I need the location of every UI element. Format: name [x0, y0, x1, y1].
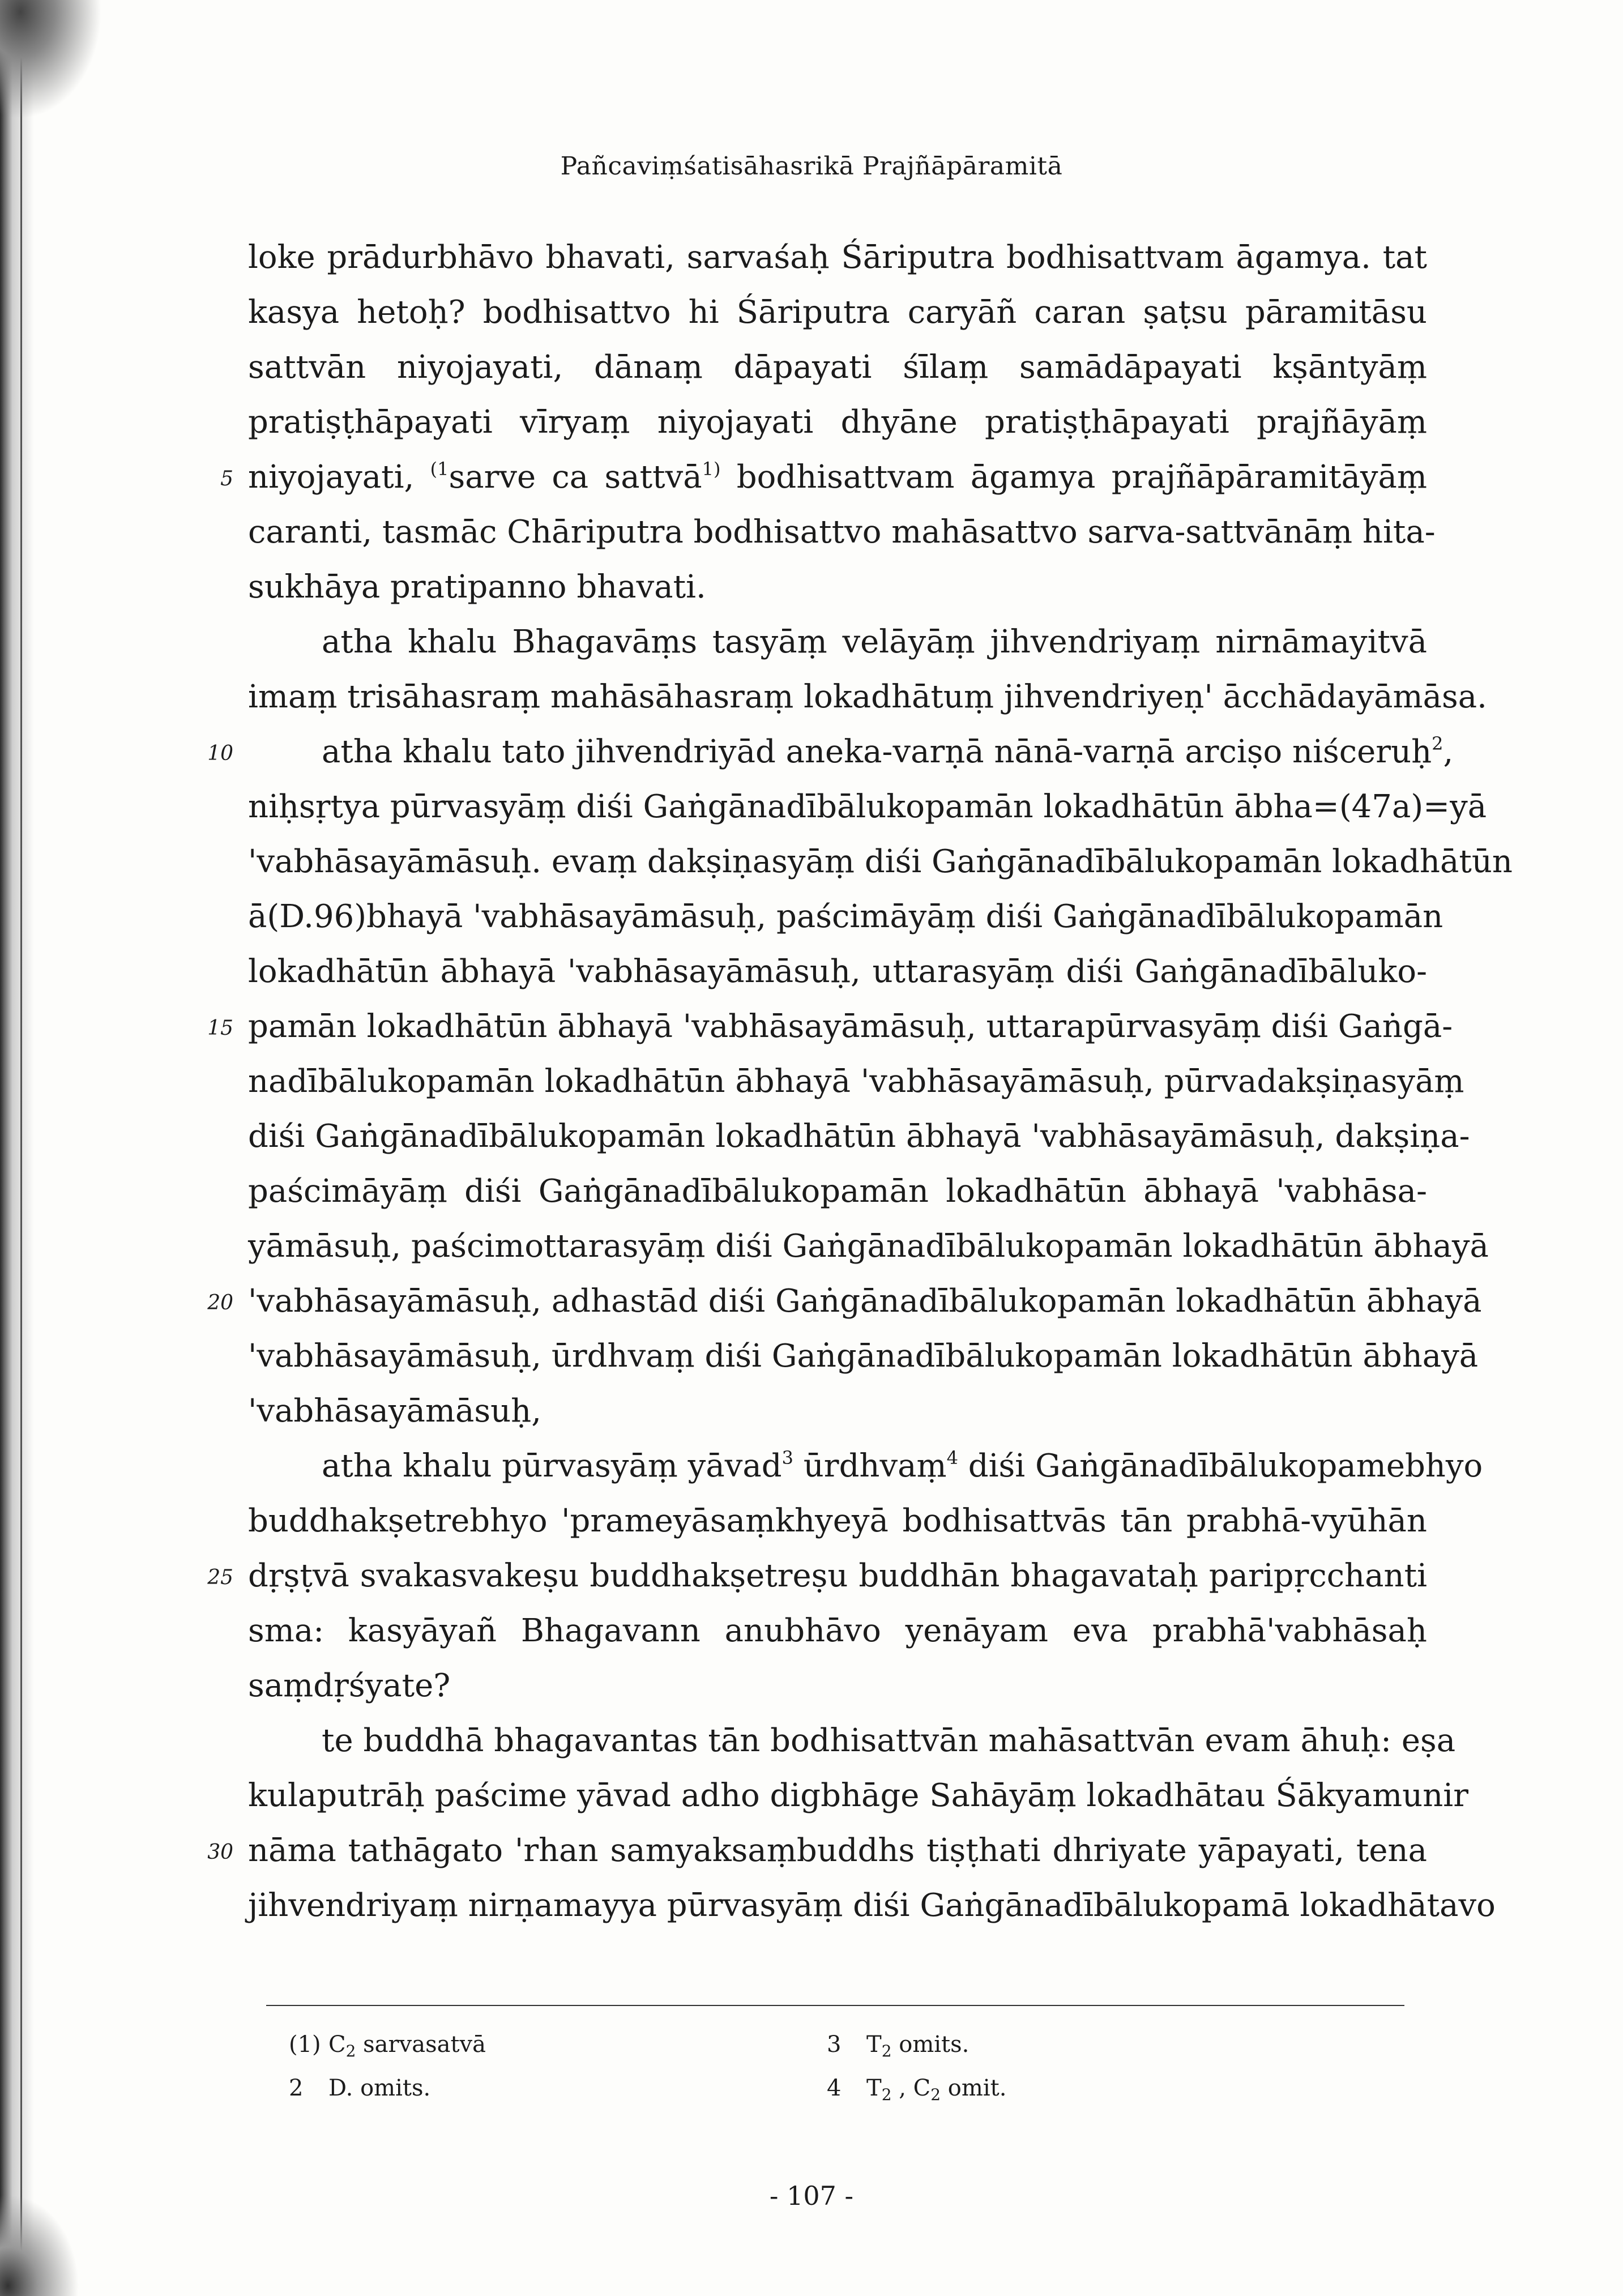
text-line: sattvān niyojayati, dānaṃ dāpayati śīlaṃ samādāpayati kṣāntyāṃ	[248, 349, 1427, 386]
text-line: imaṃ trisāhasraṃ mahāsāhasraṃ lokadhātuṃ jihvendriyeṇ' ācchādayāmāsa.	[248, 678, 1487, 715]
text-line: sukhāya pratipanno bhavati.	[248, 569, 706, 605]
footnote-number: 4	[827, 2075, 842, 2101]
text-line: lokadhātūn ābhayā 'vabhāsayāmāsuḥ, uttarasyāṃ diśi Gaṅgānadībāluko-	[248, 953, 1427, 990]
line-number: 5	[220, 467, 233, 490]
subscript: 2	[881, 2085, 892, 2104]
footnote	[289, 2073, 430, 2103]
footnote-text: sarvasatvā	[356, 2032, 486, 2058]
text-line: 'vabhāsayāmāsuḥ. evaṃ dakṣiṇasyāṃ diśi Gaṅgānadībālukopamān lokadhātūn	[248, 843, 1513, 880]
text-line: paścimāyāṃ diśi Gaṅgānadībālukopamān lokadhātūn ābhayā 'vabhāsa-	[248, 1173, 1427, 1210]
text-line: pratiṣṭhāpayati vīryaṃ niyojayati dhyāne pratiṣṭhāpayati prajñāyāṃ	[248, 404, 1427, 441]
text-line: pamān lokadhātūn ābhayā 'vabhāsayāmāsuḥ, uttarapūrvasyāṃ diśi Gaṅgā-	[248, 1008, 1453, 1045]
text-line: jihvendriyaṃ nirṇamayya pūrvasyāṃ diśi Gaṅgānadībālukopamā lokadhātavo	[248, 1887, 1496, 1924]
text-line: yāmāsuḥ, paścimottarasyāṃ diśi Gaṅgānadībālukopamān lokadhātūn ābhayā	[248, 1228, 1489, 1265]
line-number: 30	[207, 1841, 233, 1864]
text-line: nāma tathāgato 'rhan samyaksaṃbuddhs tiṣṭhati dhriyate yāpayati, tena	[248, 1832, 1427, 1869]
footnote-number: (1)	[289, 2032, 321, 2058]
footnote-text: D. omits.	[328, 2075, 431, 2101]
footnote-text: T	[866, 2032, 882, 2058]
footnote-text: , C	[891, 2075, 931, 2101]
footnote-mark: 2	[1432, 733, 1443, 754]
text-segment: niyojayati,	[248, 459, 430, 496]
text-segment: bodhisattvam āgamya prajñāpāramitāyāṃ	[720, 459, 1427, 496]
line-number: 15	[207, 1017, 233, 1040]
text-line: diśi Gaṅgānadībālukopamān lokadhātūn ābhayā 'vabhāsayāmāsuḥ, dakṣiṇa-	[248, 1118, 1470, 1155]
text-line: 'vabhāsayāmāsuḥ, ūrdhvaṃ diśi Gaṅgānadībālukopamān lokadhātūn ābhayā	[248, 1338, 1479, 1375]
footnote	[827, 2073, 1006, 2103]
text-line	[322, 1446, 1483, 1486]
text-line: ā(D.96)bhayā 'vabhāsayāmāsuḥ, paścimāyāṃ diśi Gaṅgānadībālukopamān	[248, 898, 1443, 935]
scan-binding-line	[20, 34, 22, 2277]
variant-mark: 1)	[702, 458, 721, 480]
footnote-text: C	[328, 2032, 346, 2058]
text-segment: diśi Gaṅgānadībālukopamebhyo	[958, 1448, 1483, 1484]
text-line: saṃdṛśyate?	[248, 1667, 451, 1704]
footnote-mark: 4	[946, 1447, 958, 1469]
text-line: kasya hetoḥ? bodhisattvo hi Śāriputra caryāñ caran ṣaṭsu pāramitāsu	[248, 294, 1427, 331]
text-line: te buddhā bhagavantas tān bodhisattvān mahāsattvān evam āhuḥ: eṣa	[322, 1722, 1456, 1759]
line-number: 25	[207, 1566, 233, 1589]
variant-mark: (1	[430, 458, 449, 480]
footnote-rule	[266, 2005, 1404, 2006]
text-line: atha khalu Bhagavāṃs tasyāṃ velāyāṃ jihvendriyaṃ nirnāmayitvā	[322, 624, 1427, 660]
line-number: 10	[207, 742, 233, 765]
text-line: nadībālukopamān lokadhātūn ābhayā 'vabhāsayāmāsuḥ, pūrvadakṣiṇasyāṃ	[248, 1063, 1464, 1100]
text-line: loke prādurbhāvo bhavati, sarvaśaḥ Śāriputra bodhisattvam āgamya. tat	[248, 239, 1427, 276]
footnote	[827, 2029, 969, 2060]
footnote-text: omits.	[891, 2032, 969, 2058]
text-line: niḥsṛtya pūrvasyāṃ diśi Gaṅgānadībālukopamān lokadhātūn ābha=(47a)=yā	[248, 788, 1487, 825]
footnote	[289, 2029, 486, 2060]
subscript: 2	[881, 2042, 892, 2060]
text-segment: ūrdhvaṃ	[793, 1448, 947, 1484]
footnote-mark: 3	[781, 1447, 793, 1469]
text-line: caranti, tasmāc Chāriputra bodhisattvo mahāsattvo sarva-sattvānāṃ hita-	[248, 514, 1436, 550]
footnote-number: 3	[827, 2032, 842, 2058]
text-line: kulaputrāḥ paścime yāvad adho digbhāge Sahāyāṃ lokadhātau Śākyamunir	[248, 1777, 1468, 1814]
scan-corner-smudge	[0, 0, 102, 119]
page-number: - 107 -	[769, 2180, 854, 2211]
text-segment: atha khalu tato jihvendriyād aneka-varṇā nānā-varṇā arciṣo niśceruḥ	[322, 733, 1432, 770]
subscript: 2	[345, 2042, 356, 2060]
text-line: 'vabhāsayāmāsuḥ,	[248, 1393, 542, 1429]
scan-edge-shadow	[0, 0, 68, 2296]
text-segment: sarve ca sattvā	[449, 459, 702, 496]
footnote-text: T	[866, 2075, 882, 2101]
text-line	[322, 732, 1454, 772]
text-line	[248, 458, 1427, 497]
text-segment: ,	[1443, 733, 1454, 770]
line-number: 20	[207, 1291, 233, 1315]
text-line: 'vabhāsayāmāsuḥ, adhastād diśi Gaṅgānadībālukopamān lokadhātūn ābhayā	[248, 1283, 1482, 1320]
footnote-text: omit.	[941, 2075, 1007, 2101]
text-line: sma: kasyāyañ Bhagavann anubhāvo yenāyam eva prabhā'vabhāsaḥ	[248, 1612, 1427, 1649]
subscript: 2	[930, 2085, 941, 2104]
text-segment: atha khalu pūrvasyāṃ yāvad	[322, 1448, 782, 1484]
text-line: dṛṣṭvā svakasvakeṣu buddhakṣetreṣu buddhān bhagavataḥ paripṛcchanti	[248, 1557, 1427, 1594]
footnote-number: 2	[289, 2075, 304, 2101]
text-line: buddhakṣetrebhyo 'prameyāsaṃkhyeyā bodhisattvās tān prabhā-vyūhān	[248, 1503, 1427, 1539]
running-head: Pañcaviṃśatisāhasrikā Prajñāpāramitā	[560, 152, 1063, 181]
